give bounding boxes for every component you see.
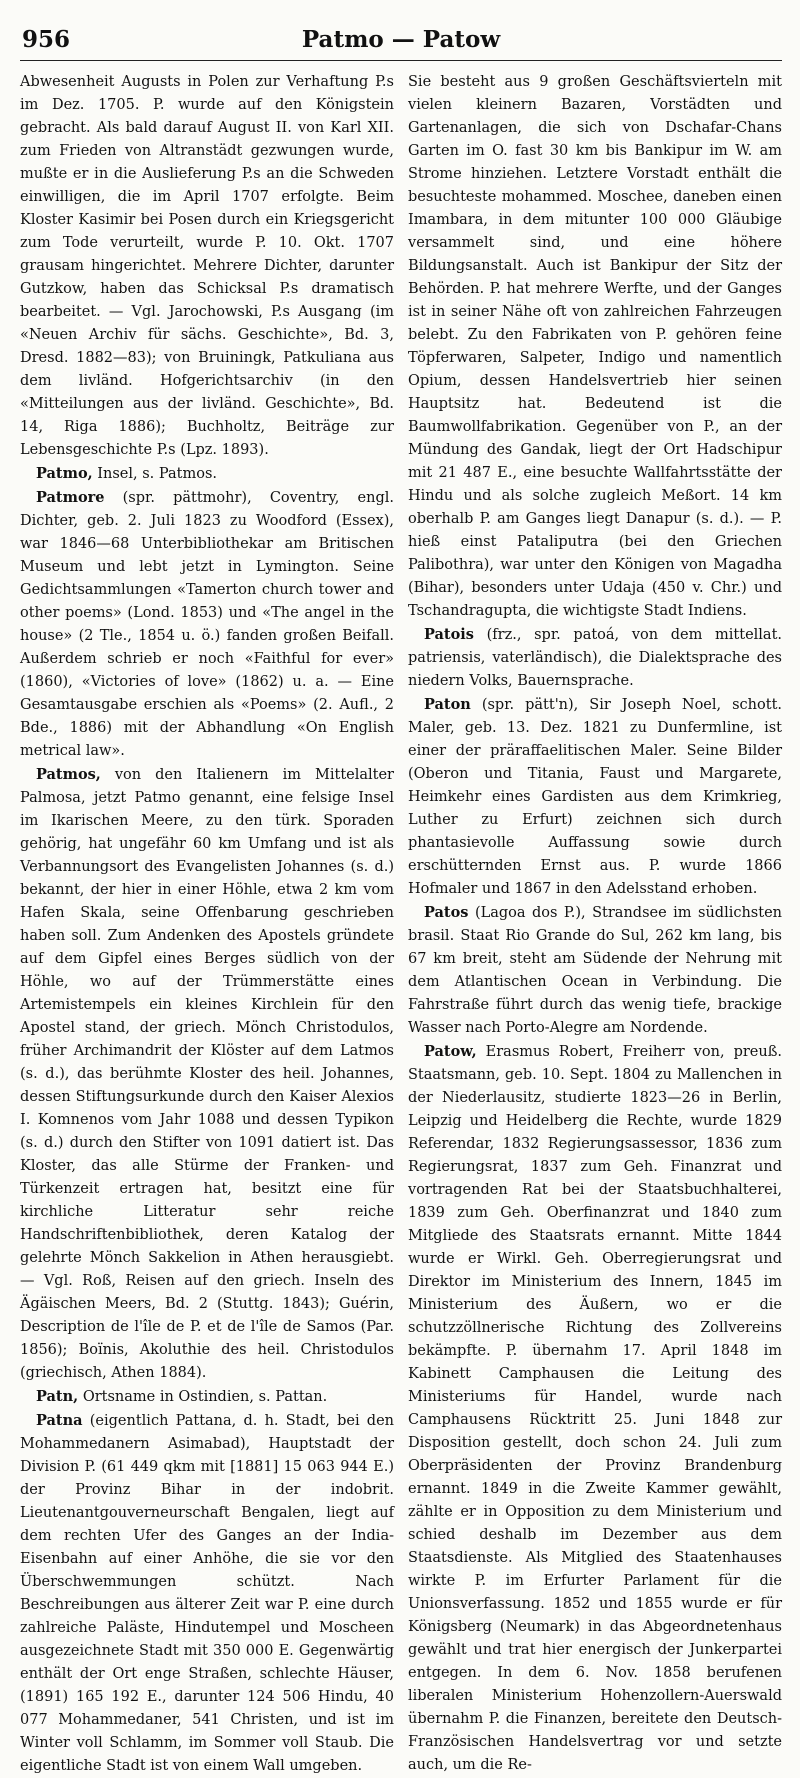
entry-patn xyxy=(20,1385,394,1409)
entry-patmos xyxy=(20,763,394,1385)
left-column xyxy=(20,71,394,1778)
entry-text: (Lagoa dos P.), Strandsee im südlichsten brasil. Staat Rio Grande do Sul, 262 km lang, bis 67 km breit, steht am Südende der Nehrung mit dem Atlantischen Ocean in Verbindung. Die Fahrstraße führt durch das wenig tiefe, brackige Wasser nach Porto-Alegre am Nordende. xyxy=(408,905,782,1036)
entry-headword: Patna xyxy=(36,1412,83,1429)
right-column xyxy=(408,71,782,1778)
entry-patois xyxy=(408,623,782,693)
entry-headword: Patn, xyxy=(36,1388,79,1405)
entry-paton xyxy=(408,693,782,901)
entry-text: von den Italienern im Mittelalter Palmosa, jetzt Patmo genannt, eine felsige Insel im Ikarischen Meere, zu den türk. Sporaden gehörig, hat ungefähr 60 km Umfang und ist als Verbannungsort des Evangelisten Johannes (s. d.) bekannt, der hier in einer Höhle, etwa 2 km vom Hafen Skala, seine Offenbarung geschrieben haben soll. Zum Andenken des Apostels gründete auf dem Gipfel eines Berges südlich von der Höhle, wo auf der Trümmerstätte eines Artemistempels ein kleines Kirchlein für den Apostel stand, der griech. Mönch Christodulos, früher Archimandrit der Klöster auf dem Latmos (s. d.), das berühmte Kloster des heil. Johannes, dessen Stiftungsurkunde durch den Kaiser Alexios I. Komnenos vom Jahr 1088 und dessen Typikon (s. d.) durch den Stifter von 1091 datiert ist. Das Kloster, das alle Stürme der Franken- und Türkenzeit ertragen hat, besitzt eine für kirchliche Litteratur sehr reiche Handschriftenbibliothek, deren Katalog der gelehrte Mönch Sakkelion in Athen herausgiebt. — Vgl. Roß, Reisen auf den griech. Inseln des Ägäischen Meers, Bd. 2 (Stuttg. 1843); Guérin, Description de l'île de P. et de l'île de Samos (Par. 1856); Boïnis, Akoluthie des heil. Christodulos (griechisch, Athen 1884). xyxy=(20,767,394,1381)
entry-continuation xyxy=(408,71,782,623)
entry-patow xyxy=(408,1040,782,1777)
entry-text: Ortsname in Ostindien, s. Pattan. xyxy=(82,1389,328,1405)
entry-text: Erasmus Robert, Freiherr von, preuß. Staatsmann, geb. 10. Sept. 1804 zu Mallenchen in der Niederlausitz, studierte 1823—26 in Berlin, Leipzig und Heidelberg die Rechte, wurde 1829 Referendar, 1832 Regierungsassessor, 1836 zum Regierungsrat, 1837 zum Geh. Finanzrat und vortragenden Rat bei der Staatsbuchhalterei, 1839 zum Geh. Oberfinanzrat und 1840 zum Mitgliede des Staatsrats ernannt. Mitte 1844 wurde er Wirkl. Geh. Oberregierungsrat und Direktor im Ministerium des Innern, 1845 im Ministerium des Äußern, wo er die schutzzöllnerische Richtung des Zollvereins bekämpfte. P. übernahm 17. April 1848 im Kabinett Camphausen die Leitung des Ministeriums für Handel, wurde nach Camphausens Rücktritt 25. Juni 1848 zur Disposition gestellt, doch schon 24. Juli zum Oberpräsidenten der Provinz Brandenburg ernannt. 1849 in die Zweite Kammer gewählt, zählte er in Opposition zu dem Ministerium und schied deshalb im Dezember aus dem Staatsdienste. Als Mitglied des Staatenhauses wirkte P. im Erfurter Parlament für die Unionsverfassung. 1852 und 1855 wurde er für Königsberg (Neumark) in das Abgeordnetenhaus gewählt und trat hier energisch der Junkerpartei entgegen. In dem 6. Nov. 1858 berufenen liberalen Ministerium Hohenzollern-Auerswald übernahm P. die Finanzen, bereitete den Deutsch-Französischen Handelsvertrag vor und setzte auch, um die Re- xyxy=(408,1044,782,1773)
entry-text: Insel, s. Patmos. xyxy=(97,466,217,482)
entry-patna xyxy=(20,1409,394,1778)
entry-headword: Patmos, xyxy=(36,766,101,783)
entry-text: (frz., spr. patoá, von dem mittellat. patriensis, vaterländisch), die Dialektsprache des niedern Volks, Bauernsprache. xyxy=(408,627,783,689)
entry-text: (spr. pätt'n), Sir Joseph Noel, schott. Maler, geb. 13. Dez. 1821 zu Dunfermline, ist einer der präraffaelitischen Maler. Seine Bilder (Oberon und Titania, Faust und Margarete, Heimkehr eines Gardisten aus dem Krimkrieg, Luther zu Erfurt) zeichnen sich durch phantasievolle Auffassung sowie durch erschütternden Ernst aus. P. wurde 1866 Hofmaler und 1867 in den Adelsstand erhoben. xyxy=(408,697,783,897)
entry-headword: Patois xyxy=(424,626,474,643)
entry-headword: Patos xyxy=(424,904,469,921)
entry-text: Sie besteht aus 9 großen Geschäftsvierteln mit vielen kleinern Bazaren, Vorstädten und Gartenanlagen, die sich von Dschafar-Chans Garten im O. fast 30 km bis Bankipur im W. am Strome hinziehen. Letztere Vorstadt enthält die besuchteste mohammed. Moschee, daneben einen Imambara, in dem mitunter 100 000 Gläubige versammelt sind, und eine höhere Bildungsanstalt. Auch ist Bankipur der Sitz der Behörden. P. hat mehrere Werfte, und der Ganges ist in seiner Nähe oft von zahlreichen Fahrzeugen belebt. Zu den Fabrikaten von P. gehören feine Töpferwaren, Salpeter, Indigo und namentlich Opium, dessen Handelsvertrieb hier seinen Hauptsitz hat. Bedeutend ist die Baumwollfabrikation. Gegenüber von P., an der Mündung des Gandak, liegt der Ort Hadschipur mit 21 487 E., eine besuchte Wallfahrtsstätte der Hindu und als solche zugleich Meßort. 14 km oberhalb P. am Ganges liegt Danapur (s. d.). — P. hieß einst Pataliputra (bei den Griechen Palibothra), war unter den Königen von Magadha (Bihar), besonders unter Udaja (450 v. Chr.) und Tschandragupta, die wichtigste Stadt Indiens. xyxy=(408,74,782,619)
entry-continuation xyxy=(20,71,394,462)
entry-text: (eigentlich Pattana, d. h. Stadt, bei den Mohammedanern Asimabad), Hauptstadt der Division P. (61 449 qkm mit [1881] 15 063 944 E.) der Provinz Bihar in der indobrit. Lieutenantgouverneurschaft Bengalen, liegt auf dem rechten Ufer des Ganges an der India-Eisenbahn auf einer Anhöhe, die sie vor den Überschwemmungen schützt. Nach Beschreibungen aus älterer Zeit war P. eine durch zahlreiche Paläste, Hindutempel und Moscheen ausgezeichnete Stadt mit 350 000 E. Gegenwärtig enthält der Ort enge Straßen, schlechte Häuser, (1891) 165 192 E., darunter 124 506 Hindu, 40 077 Mohammedaner, 541 Christen, und ist im Winter voll Schlamm, im Sommer voll Staub. Die eigentliche Stadt ist von einem Wall umgeben. xyxy=(20,1413,394,1774)
page-number: 956 xyxy=(22,26,71,53)
page-header xyxy=(20,20,782,61)
entry-text: Abwesenheit Augusts in Polen zur Verhaftung P.s im Dez. 1705. P. wurde auf den Königstein gebracht. Als bald darauf August II. von Karl XII. zum Frieden von Altranstädt gezwungen wurde, mußte er in die Auslieferung P.s an die Schweden einwilligen, die im April 1707 erfolgte. Beim Kloster Kasimir bei Posen durch ein Kriegsgericht zum Tode verurteilt, wurde P. 10. Okt. 1707 grausam hingerichtet. Mehrere Dichter, darunter Gutzkow, haben das Schicksal P.s dramatisch bearbeitet. — Vgl. Jarochowski, P.s Ausgang (im «Neuen Archiv für sächs. Geschichte», Bd. 3, Dresd. 1882—83); von Bruiningk, Patkuliana aus dem livländ. Hofgerichtsarchiv (in den «Mitteilungen aus der livländ. Geschichte», Bd. 14, Riga 1886); Buchholtz, Beiträge zur Lebensgeschichte P.s (Lpz. 1893). xyxy=(20,74,394,458)
entry-patmore xyxy=(20,486,394,763)
entry-headword: Patmo, xyxy=(36,465,93,482)
entry-headword: Paton xyxy=(424,696,471,713)
entry-headword: Patow, xyxy=(424,1043,477,1060)
entry-headword: Patmore xyxy=(36,489,105,506)
running-head: Patmo — Patow xyxy=(301,26,501,53)
text-columns xyxy=(20,71,782,1778)
entry-patmo xyxy=(20,462,394,486)
entry-text: (spr. pättmohr), Coventry, engl. Dichter, geb. 2. Juli 1823 zu Woodford (Essex), war 1846—68 Unterbibliothekar am Britischen Museum und lebt jetzt in Lymington. Seine Gedichtsammlungen «Tamerton church tower and other poems» (Lond. 1853) und «The angel in the house» (2 Tle., 1854 u. ö.) fanden großen Beifall. Außerdem schrieb er noch «Faithful for ever» (1860), «Victories of love» (1862) u. a. — Eine Gesamtausgabe erschien als «Poems» (2. Aufl., 2 Bde., 1886) mit der Abhandlung «On English metrical law». xyxy=(20,490,394,759)
entry-patos xyxy=(408,901,782,1040)
